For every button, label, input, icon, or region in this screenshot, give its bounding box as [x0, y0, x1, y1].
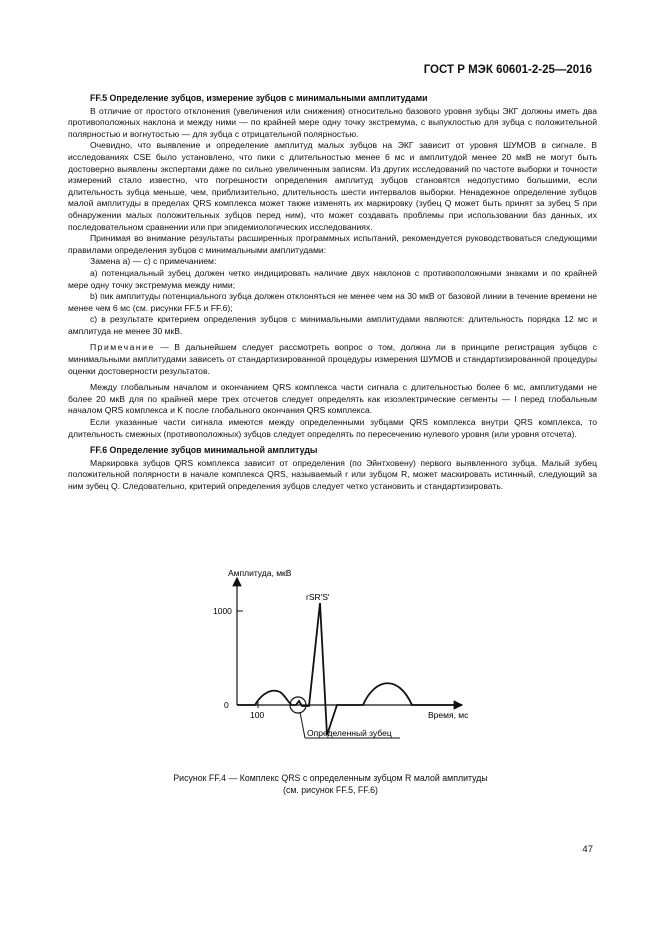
callout-line [300, 712, 305, 738]
section-ff6-heading: FF.6 Определение зубцов минимальной амплитуды [90, 445, 318, 456]
y-axis-label: Амплитуда, мкВ [228, 568, 292, 578]
ecg-diagram [0, 560, 661, 760]
paragraph: Если указанные части сигнала имеются между определенными зубцами QRS комплекса внутри QRS комплекса, то длительность смежных (противоположных) зубцов следует определять по пересечению нулевого уровня (или уровня отсчета). [68, 417, 597, 439]
origin-label: 0 [224, 700, 229, 710]
paragraph: Очевидно, что выявление и определение амплитуд малых зубцов на ЭКГ зависит от уровня ШУМОВ в сигнале. В исследованиях CSE было установлено, что пики с длительностью менее 6 мс и амплитудой менее 20 мкВ не могут быть достоверно выявлены экспертами даже по сильно увеличенным записям. Из других исследований по частоте выборки и точности измерений стало известно, что погрешности определения амплитуд зубцов становятся недопустимо большими, если длительность зубца меньше, чем, приблизительно, длительность шести интервалов выборки. Ненадежное определение зубцов малой амплитуды в пределах QRS комплекса может также изменять их маркировку (зубец Q может быть принят за зубец S при обнаружении малых положительных зубцов перед ним), что может создавать проблемы при использовании баз данных, их последовательном сравнении или при эпидемиологических исследованиях. [68, 140, 597, 232]
paragraph: Замена а) — с) с примечанием: [90, 256, 217, 267]
peak-label: rSR'S' [306, 592, 330, 602]
section-ff5-heading: FF.5 Определение зубцов, измерение зубцов с минимальными амплитудами [90, 93, 428, 103]
figure-ff4 [0, 560, 661, 760]
list-item-a: a) потенциальный зубец должен четко индицировать наличие двух наклонов с противоположными знаками и по крайней мере одну точку экстремума между ними; [68, 267, 597, 290]
y-tick-label: 1000 [213, 606, 232, 616]
note-text: — В дальнейшем следует рассмотреть вопрос о том, должна ли в принципе регистрация зубцов с минимальными амплитудами зависеть от стандартизированной процедуры измерения ШУМОВ и стандартизированной процедуры оценки достоверности результатов. [68, 342, 597, 376]
callout-label: Определенный зубец [307, 728, 392, 738]
paragraph: В отличие от простого отклонения (увеличения или снижения) относительно базового уровня зубцы ЭКГ должны иметь два противоположных наклона и между ними — по крайней мере одну точку экстремума, с выпуклостью для зубца с положительной полярностью и вогнутостью — для зубца с отрицательной полярностью. [68, 105, 597, 139]
list-item-c: c) в результате критерием определения зубцов с минимальными амплитудами являются: длительность порядка 12 мс и амплитуда не менее 30 мкВ. [68, 314, 597, 336]
paragraph: Маркировка зубцов QRS комплекса зависит от определения (по Эйнтховену) первого выявленного зубца. Малый зубец положительной полярности в начале комплекса QRS, называемый r или зубцом R, может маскировать истинный, следующий за ним зубец Q. Следовательно, критерий определения зубцов следует четко установить и стандартизировать. [68, 457, 597, 491]
paragraph: Принимая во внимание результаты расширенных программных испытаний, рекомендуется руководствоваться следующими правилами определения зубцов с минимальными амплитудами: [68, 233, 597, 255]
note [68, 342, 597, 377]
x-axis-label: Время, мс [428, 710, 469, 720]
document-body [68, 93, 597, 493]
note-label: Примечание [90, 342, 155, 353]
caption-line-1: Рисунок FF.4 — Комплекс QRS с определенным зубцом R малой амплитуды [173, 773, 488, 783]
figure-caption [0, 772, 661, 796]
caption-line-2: (см. рисунок FF.5, FF.6) [283, 785, 378, 795]
list-item-b: b) пик амплитуды потенциального зубца должен отклоняться не менее чем на 30 мкВ от базовой линии в течение времени не менее чем 6 мс (см. рисунки FF.5 и FF.6); [68, 291, 597, 313]
x-tick-label: 100 [250, 710, 265, 720]
standard-number: ГОСТ Р МЭК 60601-2-25—2016 [423, 64, 592, 76]
paragraph: Между глобальным началом и окончанием QRS комплекса части сигнала с длительностью более 6 мс, амплитудами не более 20 мкВ для по крайней мере трех отсчетов следует определять как изоэлектрические сегменты — I перед глобальным началом QRS комплекса и K после глобального окончания QRS комплекса. [68, 382, 597, 416]
page-number: 47 [582, 844, 593, 855]
